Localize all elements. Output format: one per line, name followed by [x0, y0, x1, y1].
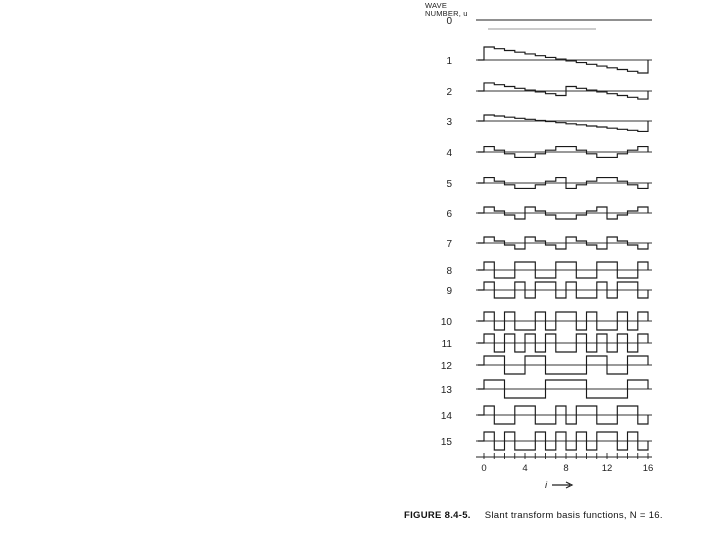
axis-tick-label-12: 12 [601, 463, 613, 474]
x-axis [476, 453, 653, 491]
figure-title: Slant transform basis functions, N = 16. [484, 510, 663, 521]
axis-label: i [545, 480, 548, 491]
axis-tick-label-8: 8 [563, 463, 569, 474]
wave-row-1 [446, 47, 652, 73]
wave-label-11: 11 [441, 339, 452, 350]
wave-row-2 [446, 83, 652, 99]
wave-label-15: 15 [440, 437, 452, 448]
axis-tick-label-16: 16 [642, 463, 654, 474]
wave-label-8: 8 [446, 266, 452, 277]
wave-label-9: 9 [446, 286, 452, 297]
header-wave: WAVE [425, 1, 448, 10]
wave-label-2: 2 [446, 87, 452, 98]
wave-row-14 [441, 406, 652, 424]
wave-label-12: 12 [440, 361, 452, 372]
wave-row-7 [446, 237, 652, 250]
wave-row-9 [446, 282, 652, 298]
wave-label-13: 13 [440, 385, 452, 396]
wave-label-10: 10 [440, 317, 452, 328]
wave-row-11 [442, 334, 652, 352]
wave-label-6: 6 [446, 209, 452, 220]
wave-row-5 [446, 178, 652, 190]
axis-arrow-icon [552, 482, 572, 488]
wave-rows [441, 16, 652, 450]
wave-row-15 [441, 432, 652, 450]
wave-label-0: 0 [446, 16, 452, 27]
wave-label-5: 5 [446, 179, 452, 190]
header-number: NUMBER, u [425, 9, 468, 18]
wave-row-6 [446, 207, 652, 220]
wave-label-4: 4 [446, 148, 452, 159]
wave-row-3 [446, 115, 652, 131]
wave-row-0 [446, 16, 652, 29]
wave-label-1: 1 [446, 56, 452, 67]
axis-tick-label-4: 4 [522, 463, 528, 474]
figure-caption [404, 510, 720, 521]
figure-number: FIGURE 8.4-5. [404, 510, 471, 521]
wave-label-7: 7 [446, 239, 452, 250]
wave-row-8 [446, 262, 652, 278]
wave-trace-3 [478, 115, 648, 131]
wave-row-10 [441, 312, 652, 330]
axis-tick-label-0: 0 [481, 463, 487, 474]
wave-row-13 [441, 380, 652, 398]
wave-row-4 [446, 147, 652, 159]
wave-label-14: 14 [440, 411, 452, 422]
wave-label-3: 3 [446, 117, 452, 128]
wave-row-12 [441, 356, 652, 374]
